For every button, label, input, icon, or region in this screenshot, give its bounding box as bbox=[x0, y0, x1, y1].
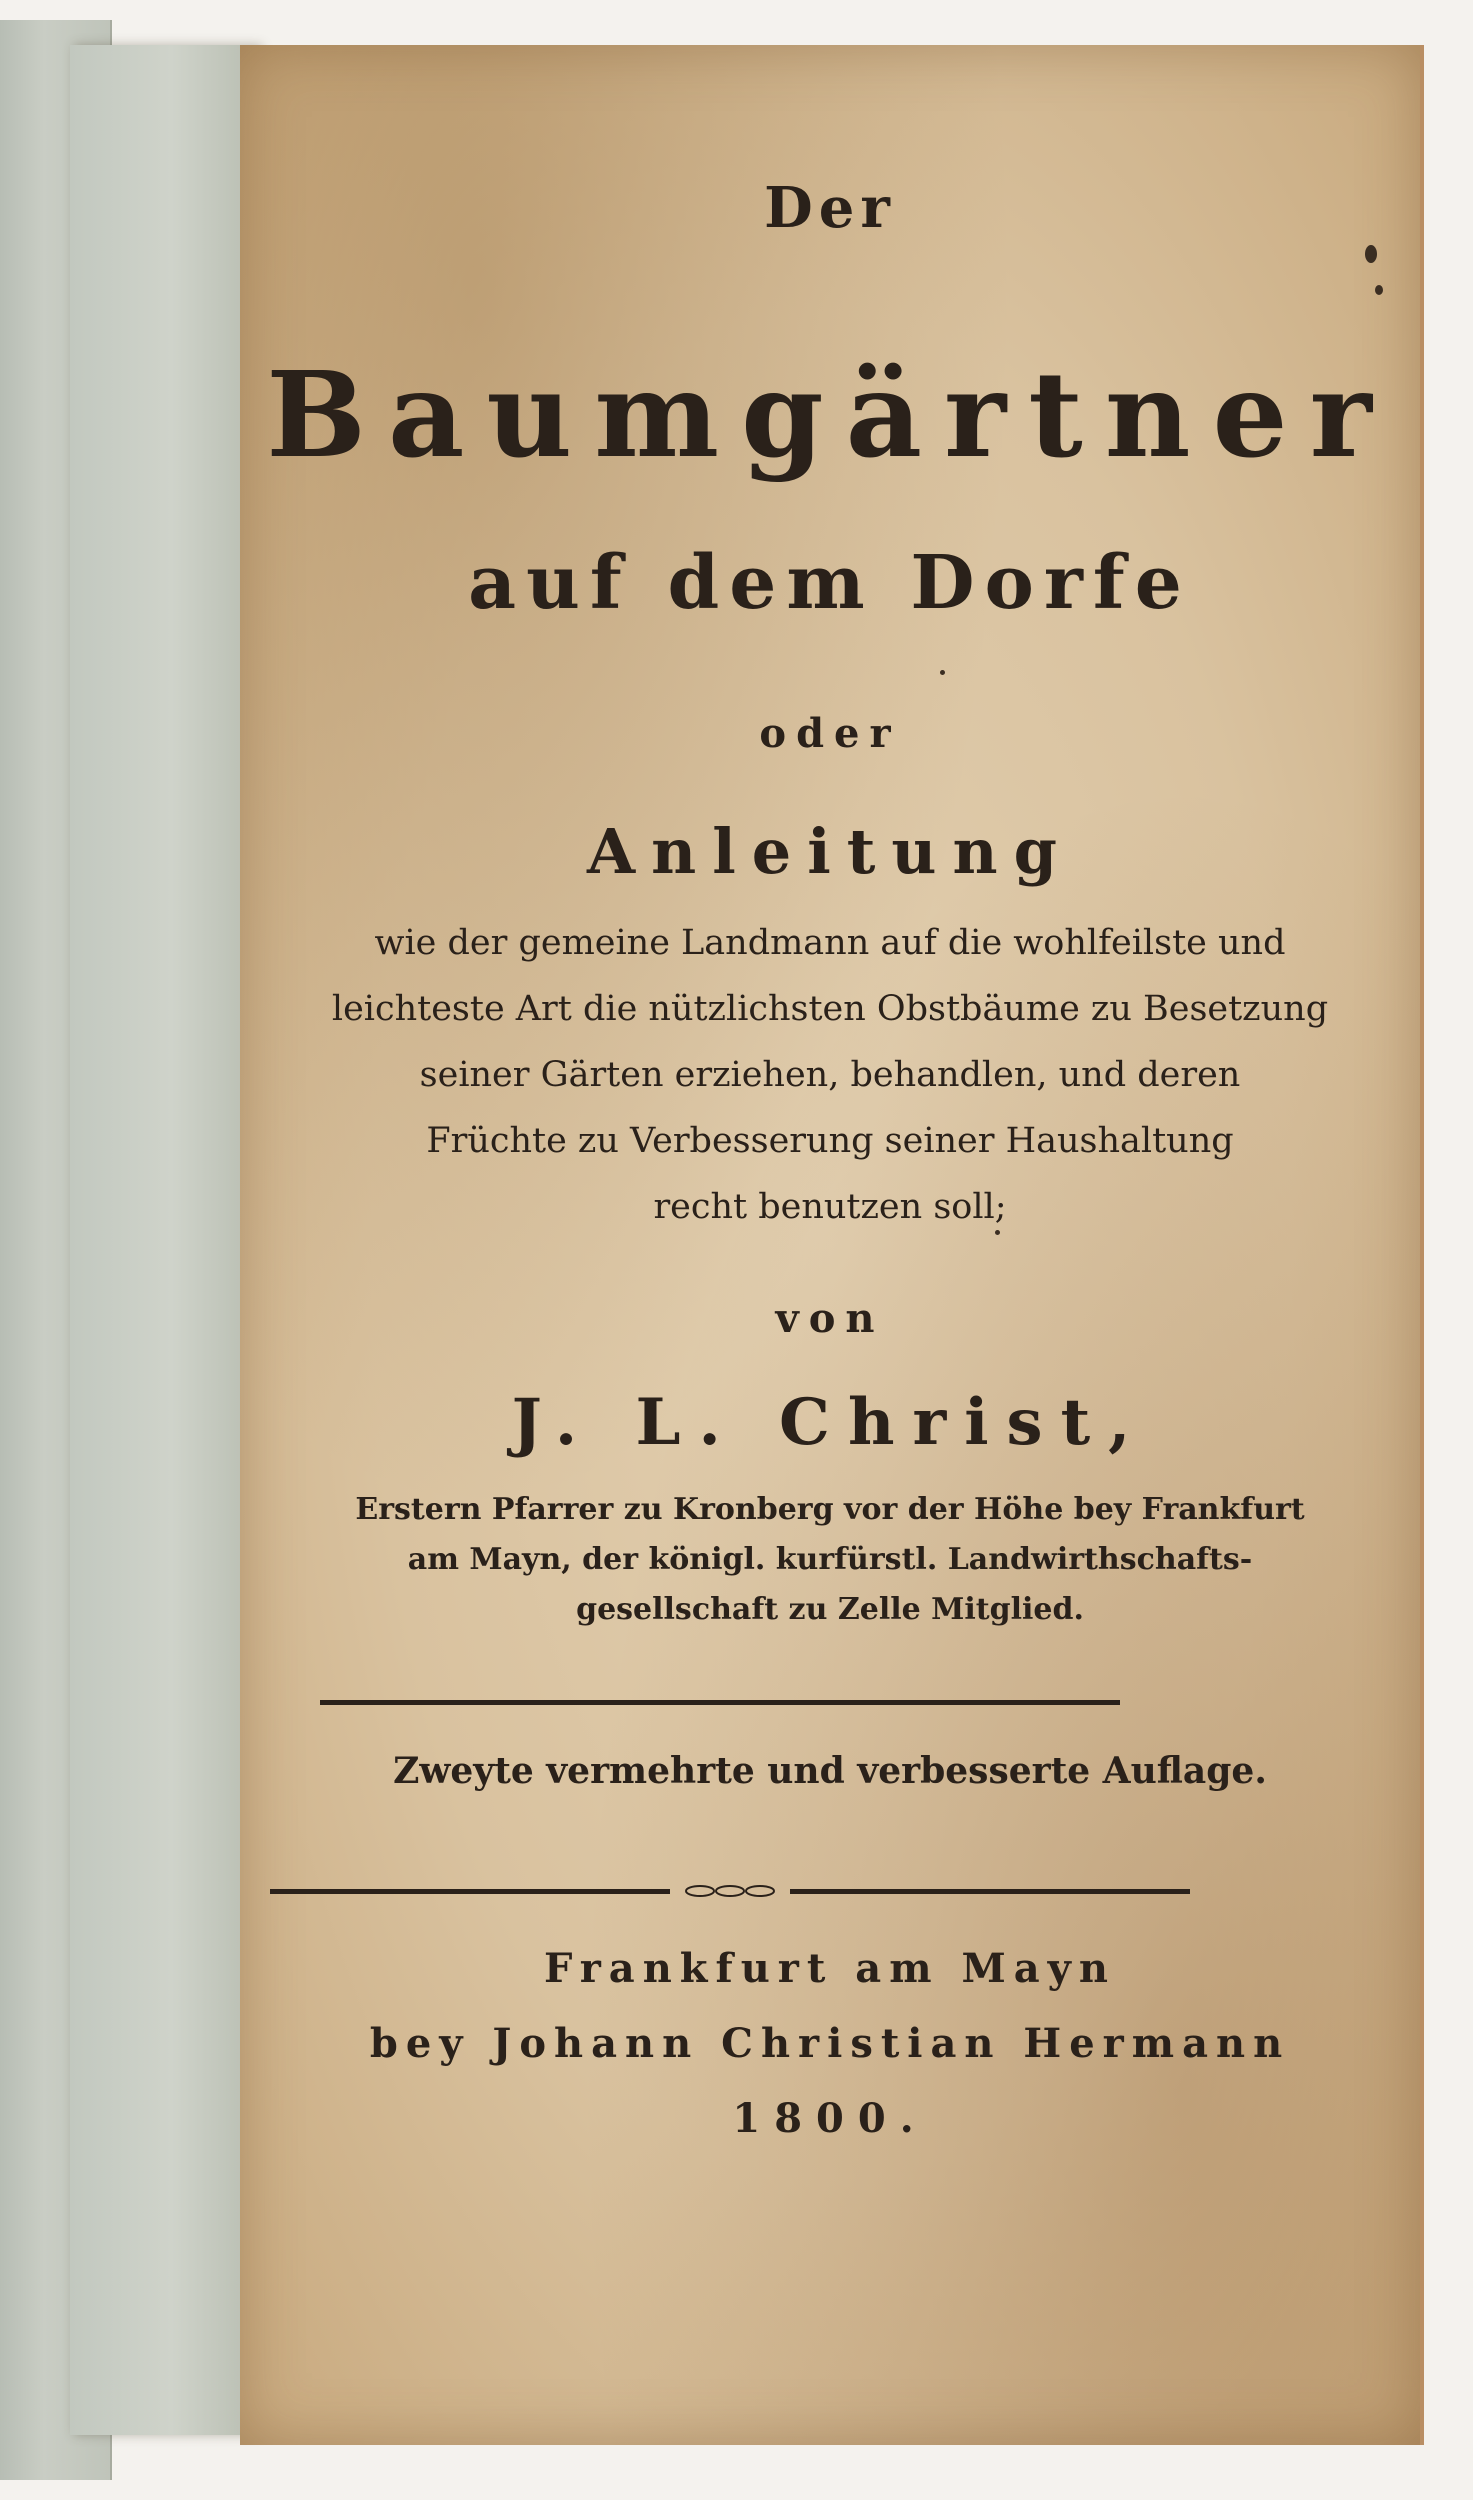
author-name: J. L. Christ, bbox=[511, 1385, 1149, 1460]
ink-spot bbox=[940, 670, 945, 675]
ink-spot bbox=[995, 1230, 1000, 1235]
imprint-place: Frankfurt am Mayn bbox=[544, 1945, 1116, 1992]
subtitle: auf dem Dorfe bbox=[468, 540, 1192, 626]
ink-spot bbox=[1365, 245, 1377, 263]
conjunction: oder bbox=[759, 710, 901, 757]
description-line: wie der gemeine Landmann auf die wohlfeilste und bbox=[374, 923, 1286, 963]
heading: Anleitung bbox=[587, 815, 1073, 888]
imprint-publisher: bey Johann Christian Hermann bbox=[369, 2020, 1291, 2067]
description-line: recht benutzen soll; bbox=[653, 1187, 1007, 1227]
affiliation-line: Erstern Pfarrer zu Kronberg vor der Höhe bey Frankfurt bbox=[355, 1492, 1305, 1527]
imprint-year: 1800. bbox=[732, 2095, 928, 2142]
book-cover-flap bbox=[70, 45, 258, 2435]
ink-spot bbox=[1375, 285, 1383, 295]
affiliation-line: gesellschaft zu Zelle Mitglied. bbox=[576, 1592, 1084, 1627]
description bbox=[240, 910, 1420, 1240]
divider-rule bbox=[320, 1700, 1120, 1705]
description-line: leichteste Art die nützlichsten Obstbäume zu Besetzung bbox=[331, 989, 1329, 1029]
ornamental-rule bbox=[270, 1885, 1190, 1897]
main-title: Baumgärtner bbox=[266, 345, 1394, 484]
author-affiliation bbox=[240, 1485, 1420, 1635]
title-page bbox=[240, 45, 1424, 2445]
by-line: von bbox=[775, 1295, 885, 1342]
title-article: Der bbox=[764, 175, 896, 241]
edition-statement: Zweyte vermehrte und verbesserte Auflage. bbox=[393, 1750, 1267, 1792]
description-line: Früchte zu Verbesserung seiner Haushaltung bbox=[426, 1121, 1234, 1161]
description-line: seiner Gärten erziehen, behandlen, und deren bbox=[419, 1055, 1241, 1095]
affiliation-line: am Mayn, der königl. kurfürstl. Landwirthschafts- bbox=[407, 1542, 1253, 1577]
